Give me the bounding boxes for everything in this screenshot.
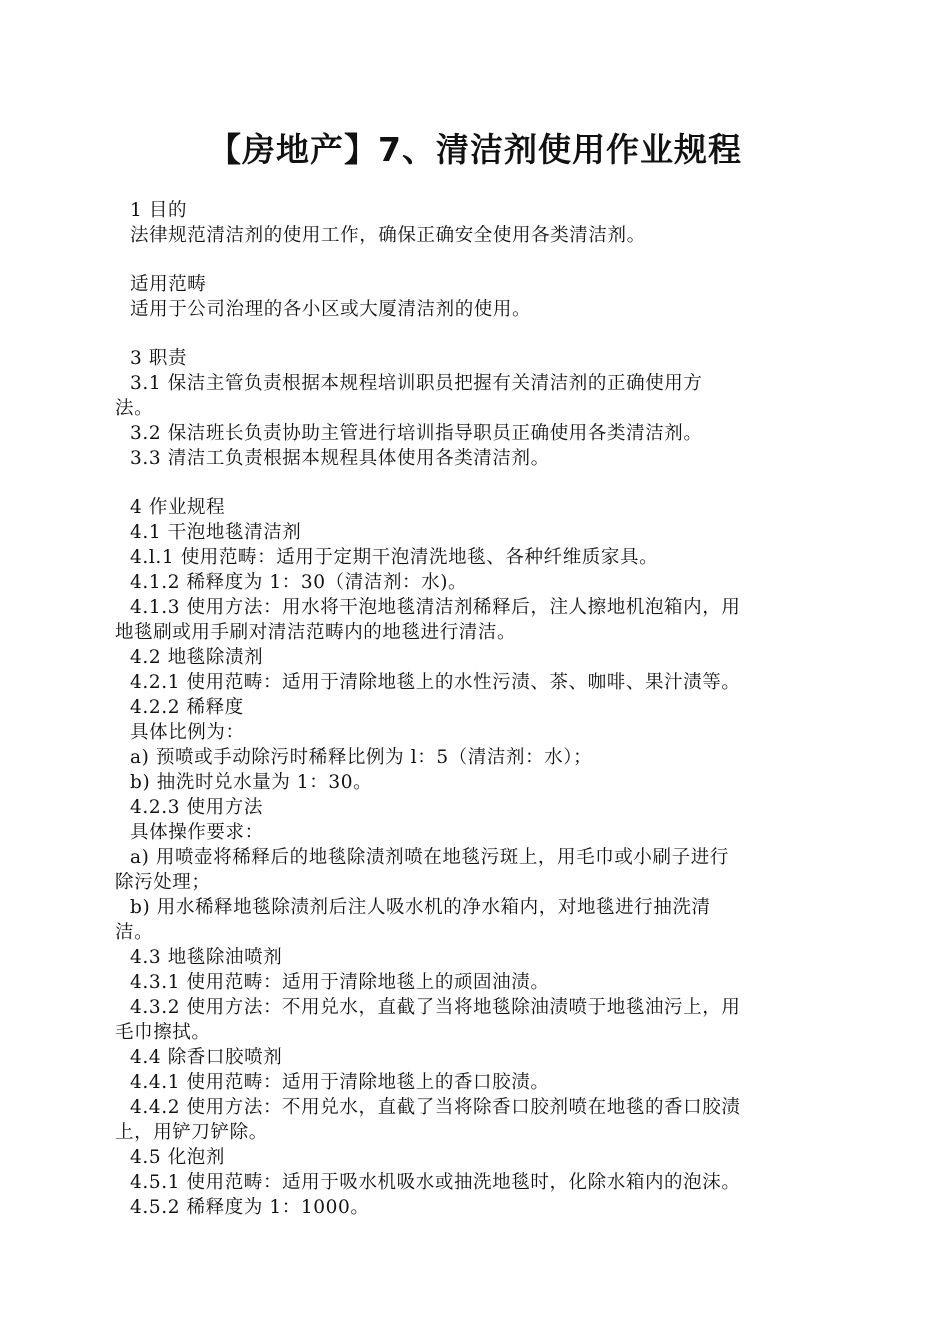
text-line: 4.5 化泡剂	[130, 1147, 226, 1168]
text-line: 4.3.2 使用方法：不用兑水，直截了当将地毯除油渍喷于地毯油污上，用	[130, 997, 741, 1018]
text-line: 3.3 清洁工负责根据本规程具体使用各类清洁剂。	[130, 448, 550, 469]
text-line: 法。	[115, 398, 154, 419]
text-line: 4.5.2 稀释度为 1：1000。	[130, 1197, 370, 1218]
text-line: a) 用喷壶将稀释后的地毯除渍剂喷在地毯污斑上，用毛巾或小刷子进行	[130, 847, 729, 868]
text-line: 适用于公司治理的各小区或大厦清洁剂的使用。	[130, 299, 532, 320]
blank-line	[115, 248, 845, 272]
text-line: 4.2 地毯除渍剂	[130, 647, 264, 668]
text-line: 上，用铲刀铲除。	[115, 1122, 268, 1143]
text-line: b) 抽洗时兑水量为 1：30。	[130, 772, 373, 793]
text-line: 4 作业规程	[130, 497, 226, 518]
text-line: 4.5.1 使用范畴：适用于吸水机吸水或抽洗地毯时，化除水箱内的泡沫。	[130, 1172, 741, 1193]
text-line: 3.2 保洁班长负责协助主管进行培训指导职员正确使用各类清洁剂。	[130, 423, 703, 444]
text-line: 4.2.1 使用范畴：适用于清除地毯上的水性污渍、茶、咖啡、果汁渍等。	[130, 672, 741, 693]
document-body	[115, 198, 845, 1220]
text-line: 洁。	[115, 922, 154, 943]
document-title: 【房地产】7、清洁剂使用作业规程	[208, 130, 742, 169]
text-line: 4.4 除香口胶喷剂	[130, 1047, 283, 1068]
text-line: 4.4.2 使用方法：不用兑水，直截了当将除香口胶剂喷在地毯的香口胶渍	[130, 1097, 741, 1118]
text-line: b) 用水稀释地毯除渍剂后注人吸水机的净水箱内，对地毯进行抽洗清	[130, 897, 711, 918]
text-line: a) 预喷或手动除污时稀释比例为 l：5（清洁剂：水）；	[130, 747, 593, 768]
text-line: 4.3 地毯除油喷剂	[130, 947, 283, 968]
text-line: 4.3.1 使用范畴：适用于清除地毯上的顽固油渍。	[130, 972, 550, 993]
text-line: 4.2.2 稀释度	[130, 697, 244, 718]
text-line: 1 目的	[130, 200, 188, 221]
text-line: 毛巾擦拭。	[115, 1022, 211, 1043]
text-line: 3 职责	[130, 348, 188, 369]
text-line: 法律规范清洁剂的使用工作，确保正确安全使用各类清洁剂。	[130, 225, 646, 246]
text-line: 4.1 干泡地毯清洁剂	[130, 522, 302, 543]
blank-line	[115, 471, 845, 495]
text-line: 4.1.3 使用方法：用水将干泡地毯清洁剂稀释后，注人擦地机泡箱内，用	[130, 597, 741, 618]
text-line: 3.1 保洁主管负责根据本规程培训职员把握有关清洁剂的正确使用方	[130, 373, 703, 394]
text-line: 除污处理；	[115, 872, 211, 893]
text-line: 具体操作要求：	[130, 822, 264, 843]
text-line: 4.l.1 使用范畴：适用于定期干泡清洗地毯、各种纤维质家具。	[130, 547, 659, 568]
text-line: 地毯刷或用手刷对清洁范畴内的地毯进行清洁。	[115, 622, 517, 643]
blank-line	[115, 322, 845, 346]
text-line: 具体比例为：	[130, 722, 245, 743]
text-line: 适用范畴	[130, 274, 207, 295]
text-line: 4.2.3 使用方法	[130, 797, 263, 818]
text-line: 4.1.2 稀释度为 1：30（清洁剂：水)。	[130, 572, 468, 593]
text-line: 4.4.1 使用范畴：适用于清除地毯上的香口胶渍。	[130, 1072, 550, 1093]
